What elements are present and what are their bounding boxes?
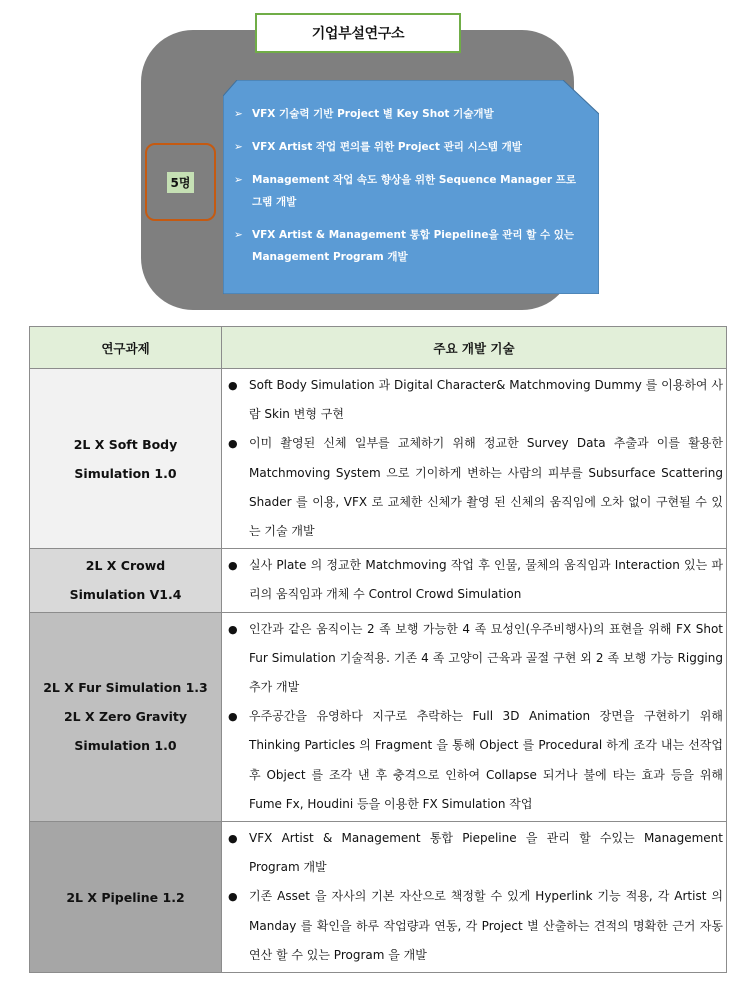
development-item: ➢ VFX Artist 작업 편의를 위한 Project 관리 시스템 개발 <box>234 136 579 158</box>
arrow-bullet-icon: ➢ <box>234 174 243 186</box>
development-item: ➢ VFX 기술력 기반 Project 별 Key Shot 기술개발 <box>234 103 579 125</box>
tech-bullet-item: ● 기존 Asset 을 자사의 기본 자산으로 책정할 수 있게 Hyperlink 기능 적용, 각 Artist 의 Manday 를 확인을 하루 작업량과 연동, 각 Project 별 산출하는 견적의 명확한 근거 자동연산 할 수 있는 Program 을 개발 <box>228 882 723 970</box>
staff-count-box <box>145 143 216 221</box>
table-row <box>30 369 727 549</box>
arrow-bullet-icon: ➢ <box>234 108 243 120</box>
development-item: ➢ VFX Artist & Management 통합 Piepeline을 관리 할 수 있는 Management Program 개발 <box>234 224 579 268</box>
table-row <box>30 549 727 612</box>
column-header-project: 연구과제 <box>30 327 222 369</box>
column-header-tech: 주요 개발 기술 <box>222 327 727 369</box>
tech-description-cell <box>222 822 727 973</box>
table-row <box>30 822 727 973</box>
tech-description-cell <box>222 549 727 612</box>
tech-bullet-item: ● 인간과 같은 움직이는 2 족 보행 가능한 4 족 묘성인(우주비행사)의 표현을 위해 FX Shot Fur Simulation 기술적용. 기존 4 족 고양이 근육과 골절 구현 외 2 족 보행 가능 Rigging 추가 개발 <box>228 615 723 703</box>
arrow-bullet-icon: ➢ <box>234 141 243 153</box>
project-name-cell: 2L X Pipeline 1.2 <box>30 822 222 973</box>
table-header-row <box>30 327 727 369</box>
staff-count: 5명 <box>167 172 195 193</box>
project-name-cell: 2L X Fur Simulation 1.3 2L X Zero Gravity Simulation 1.0 <box>30 612 222 821</box>
tech-bullet-item: ● VFX Artist & Management 통합 Piepeline 을 관리 할 수있는 Management Program 개발 <box>228 824 723 882</box>
project-name-cell: 2L X Crowd Simulation V1.4 <box>30 549 222 612</box>
tech-description-cell <box>222 612 727 821</box>
tech-bullet-item: ● 실사 Plate 의 정교한 Matchmoving 작업 후 인물, 물체의 움직임과 Interaction 있는 파리의 움직임과 개체 수 Control Crowd Simulation <box>228 551 723 609</box>
project-name-cell: 2L X Soft Body Simulation 1.0 <box>30 369 222 549</box>
research-projects-table <box>29 326 727 973</box>
tech-description-cell <box>222 369 727 549</box>
research-lab-diagram <box>0 0 756 320</box>
development-item: ➢ Management 작업 속도 향상을 위한 Sequence Manager 프로그램 개발 <box>234 169 579 213</box>
tech-bullet-item: ● Soft Body Simulation 과 Digital Character& Matchmoving Dummy 를 이용하여 사람 Skin 변형 구현 <box>228 371 723 429</box>
tech-bullet-item: ● 우주공간을 유영하다 지구로 추락하는 Full 3D Animation 장면을 구현하기 위해 Thinking Particles 의 Fragment 을 통해 Object 를 Procedural 하게 조각 내는 선작업 후 Object 를 조각 낸 후 충격으로 인하여 Collapse 되거나 불에 타는 효과 등을 위해 Fume Fx, Houdini 등을 이용한 FX Simulation 작업 <box>228 702 723 819</box>
development-items-list <box>234 103 579 279</box>
table-row <box>30 612 727 821</box>
lab-title-box <box>255 13 461 53</box>
lab-title: 기업부설연구소 <box>311 26 405 42</box>
tech-bullet-item: ● 이미 촬영된 신체 일부를 교체하기 위해 정교한 Survey Data 추출과 이를 활용한 Matchmoving System 으로 기이하게 변하는 사람의 피부를 Subsurface Scattering Shader 를 이용, VFX 로 교체한 신체가 촬영 된 신체의 움직임에 오차 없이 구현될 수 있는 기술 개발 <box>228 429 723 546</box>
arrow-bullet-icon: ➢ <box>234 229 243 241</box>
